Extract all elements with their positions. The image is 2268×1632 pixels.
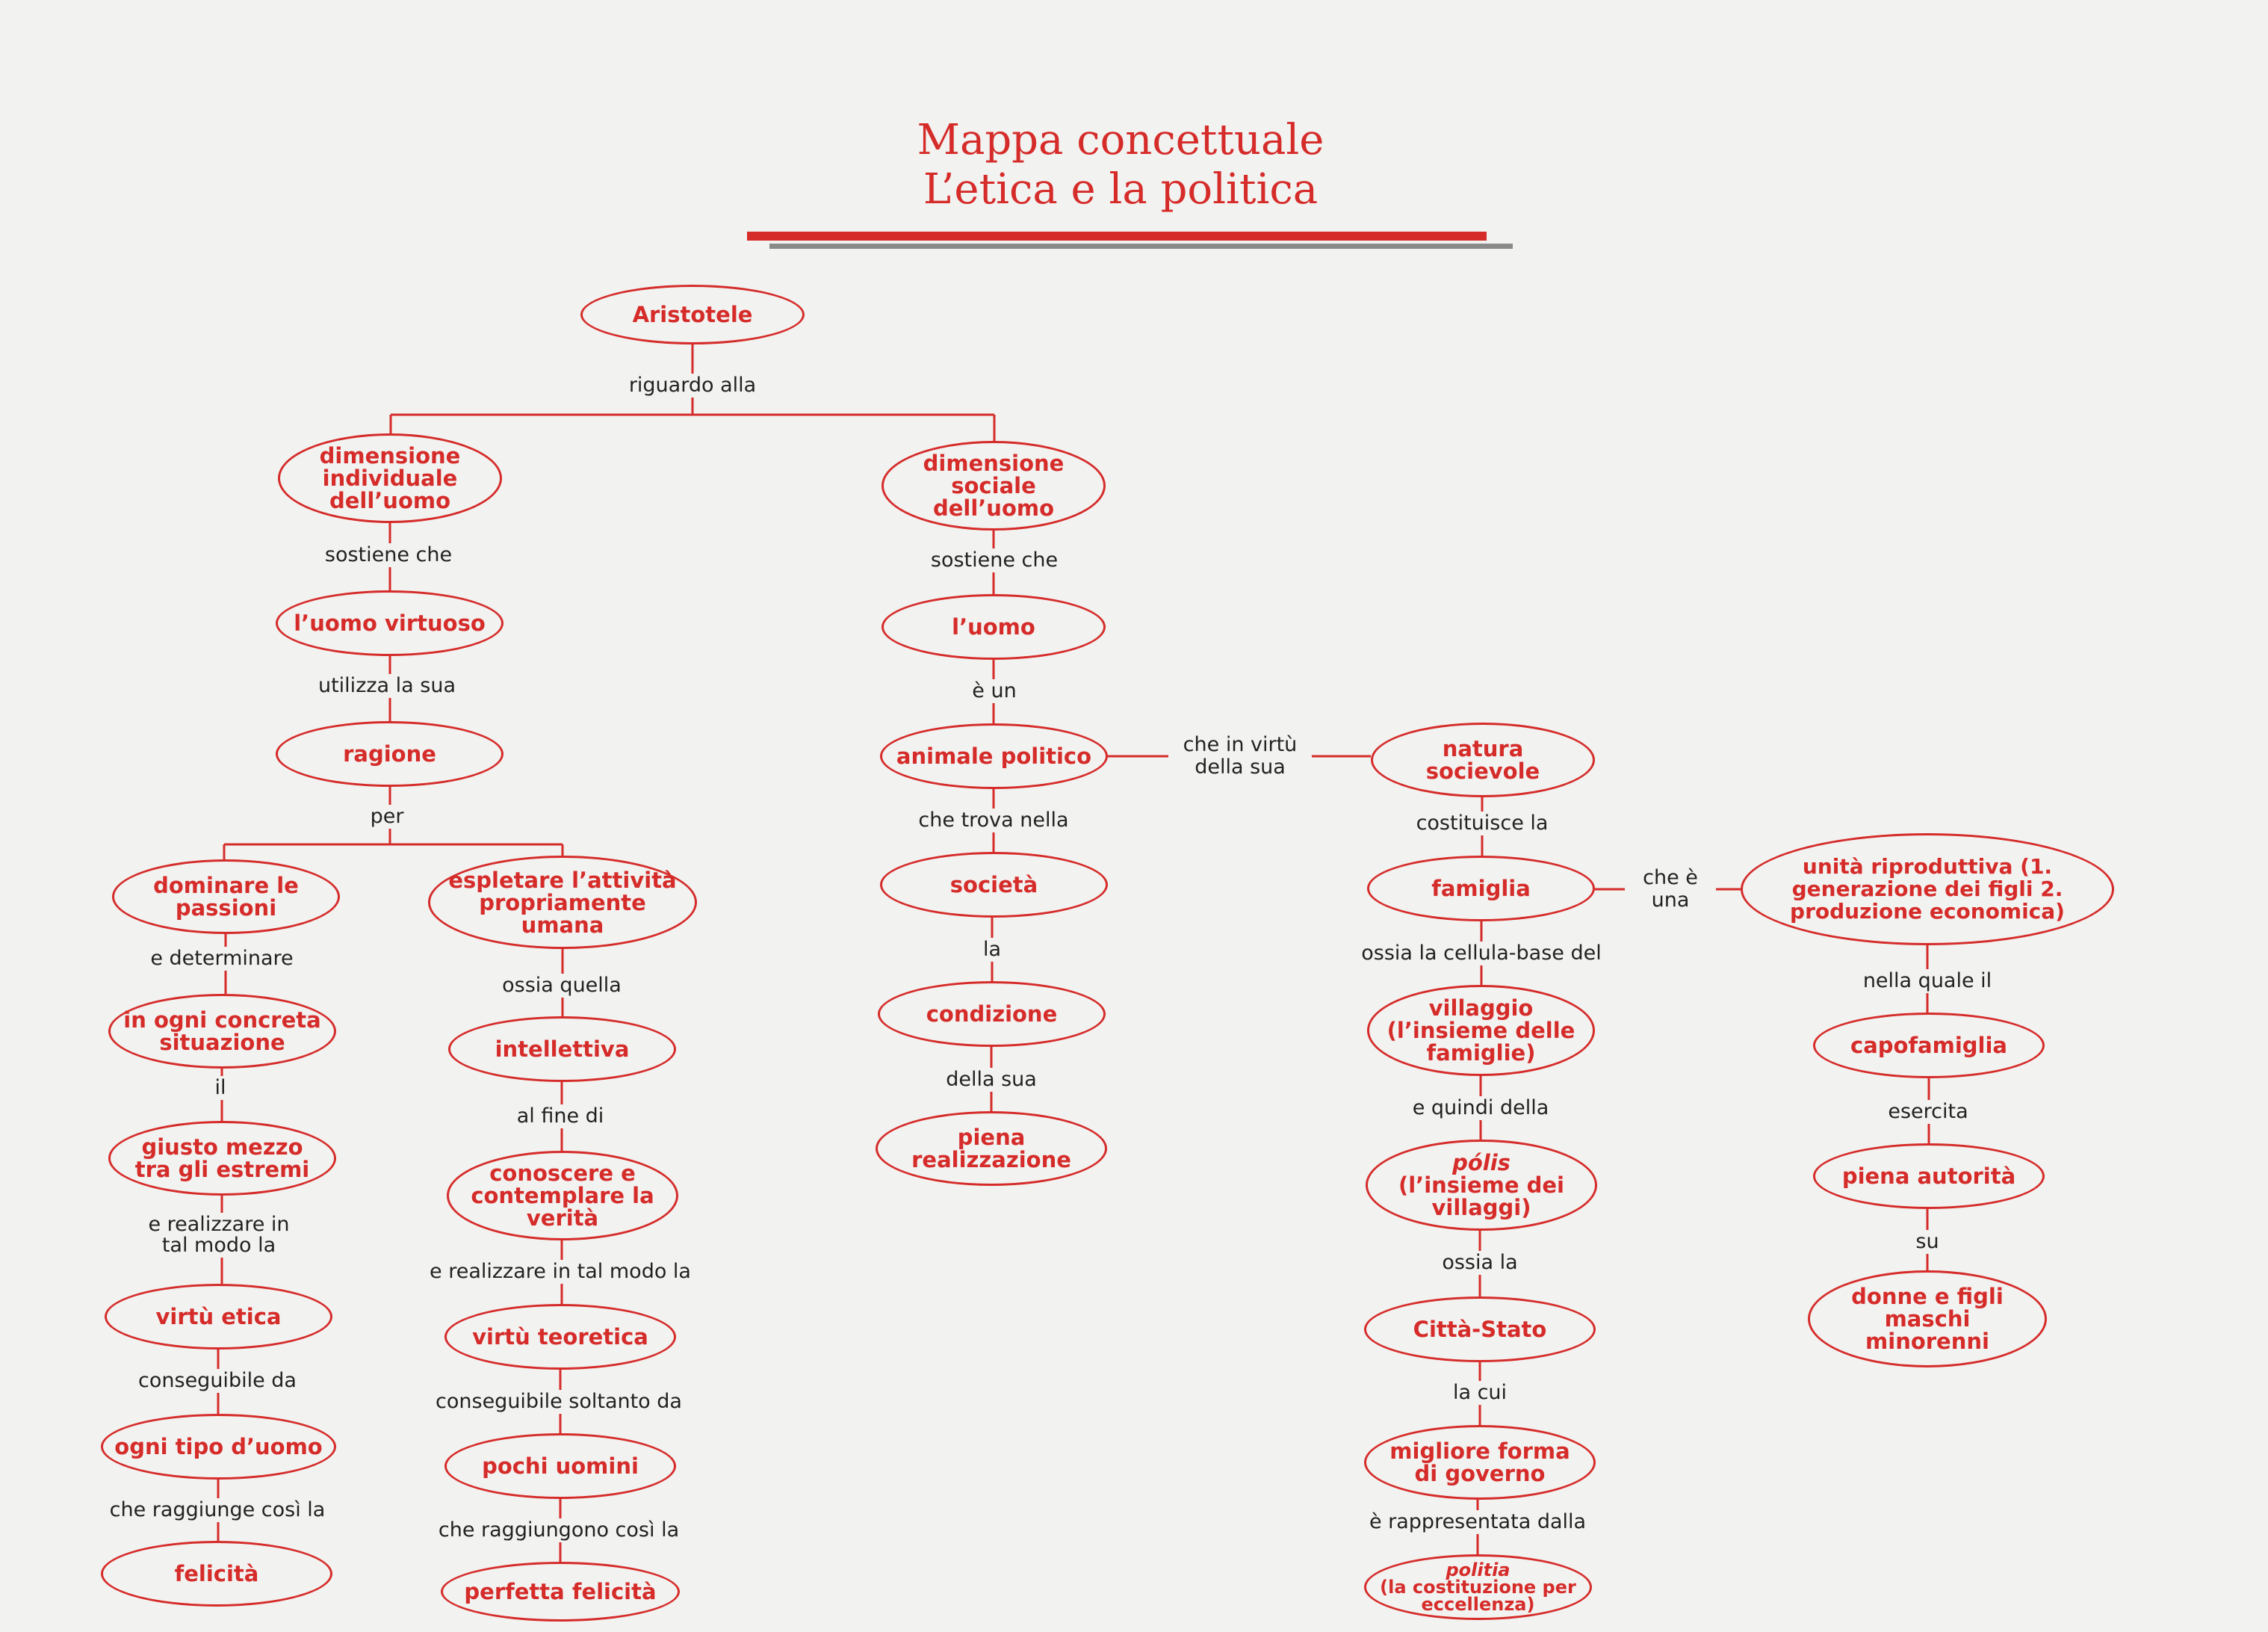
- node-concreta-situazione: in ogni concreta situazione: [108, 994, 336, 1069]
- node-politia: [1364, 1554, 1592, 1620]
- link-ossia-quella: ossia quella: [498, 974, 626, 998]
- link-e-determinare: e determinare: [146, 947, 297, 971]
- link-il: il: [210, 1076, 230, 1100]
- node-villaggio: villaggio (l’insieme delle famiglie): [1367, 985, 1595, 1076]
- node-virtu-etica: virtù etica: [105, 1284, 332, 1350]
- link-riguardo-alla: riguardo alla: [625, 374, 760, 398]
- node-condizione: condizione: [878, 981, 1106, 1047]
- politia-term: politia: [1446, 1559, 1511, 1580]
- polis-definition: (l’insieme dei villaggi): [1398, 1172, 1565, 1220]
- title-line-2: L’etica e la politica: [923, 165, 1319, 214]
- link-e-quindi-della: e quindi della: [1408, 1096, 1554, 1120]
- link-che-raggiungono: che raggiungono così la: [434, 1518, 684, 1542]
- polis-term: pólis: [1452, 1150, 1511, 1175]
- link-nella-quale-il: nella quale il: [1859, 969, 1996, 993]
- node-piena-autorita: piena autorità: [1813, 1143, 2045, 1209]
- link-che-e-una: che è una: [1625, 865, 1716, 913]
- node-conoscere-verita: conoscere e contemplare la verità: [447, 1151, 678, 1240]
- politia-definition: (la costituzione per eccellenza): [1380, 1576, 1576, 1615]
- node-uomo-virtuoso: l’uomo virtuoso: [276, 590, 504, 656]
- node-felicita: felicità: [101, 1541, 332, 1607]
- link-della-sua: della sua: [941, 1068, 1041, 1092]
- link-per: per: [366, 805, 409, 829]
- link-sostiene-che-individuale: sostiene che: [320, 543, 456, 567]
- link-conseguibile-da: conseguibile da: [134, 1369, 301, 1393]
- link-che-trova-nella: che trova nella: [914, 809, 1073, 832]
- node-uomo: l’uomo: [882, 594, 1106, 660]
- node-migliore-forma-governo: migliore forma di governo: [1364, 1425, 1596, 1500]
- node-unita-riproduttiva: unità riproduttiva (1. generazione dei figli 2. produzione economica): [1741, 833, 2114, 945]
- link-ossia-cellula-base: ossia la cellula-base del: [1357, 942, 1605, 965]
- node-giusto-mezzo: giusto mezzo tra gli estremi: [108, 1121, 336, 1196]
- node-natura-socievole: natura socievole: [1371, 723, 1595, 797]
- node-intellettiva: intellettiva: [448, 1016, 676, 1082]
- node-animale-politico: animale politico: [880, 723, 1108, 789]
- node-donne-figli: donne e figli maschi minorenni: [1808, 1270, 2047, 1367]
- node-citta-stato: Città-Stato: [1364, 1296, 1596, 1362]
- node-dominare-passioni: dominare le passioni: [112, 859, 340, 934]
- node-piena-realizzazione: piena realizzazione: [876, 1111, 1107, 1186]
- link-esercita: esercita: [1883, 1100, 1972, 1124]
- link-la: la: [979, 938, 1006, 962]
- node-ragione: ragione: [276, 721, 504, 787]
- map-title: [762, 116, 1479, 214]
- node-perfetta-felicita: perfetta felicità: [441, 1562, 680, 1622]
- link-e-un: è un: [967, 679, 1020, 703]
- link-ossia-la: ossia la: [1437, 1251, 1522, 1275]
- node-aristotele: Aristotele: [580, 285, 805, 344]
- link-e-realizzare-teoretica: e realizzare in tal modo la: [425, 1260, 695, 1284]
- link-rappresentata-dalla: è rappresentata dalla: [1365, 1510, 1590, 1534]
- title-line-1: Mappa concettuale: [917, 116, 1324, 164]
- link-la-cui: la cui: [1449, 1381, 1511, 1405]
- title-underline: [747, 232, 1487, 241]
- link-e-realizzare-etica: e realizzare in tal modo la: [136, 1213, 302, 1258]
- node-ogni-tipo-uomo: ogni tipo d’uomo: [101, 1414, 336, 1480]
- node-dimensione-individuale: dimensione individuale dell’uomo: [278, 433, 502, 523]
- node-virtu-teoretica: virtù teoretica: [444, 1304, 676, 1370]
- node-dimensione-sociale: dimensione sociale dell’uomo: [882, 441, 1106, 531]
- link-che-in-virtu: che in virtù della sua: [1168, 732, 1312, 780]
- link-al-fine-di: al fine di: [512, 1104, 609, 1128]
- link-conseguibile-soltanto: conseguibile soltanto da: [431, 1390, 687, 1414]
- link-che-raggiunge: che raggiunge così la: [105, 1498, 330, 1522]
- link-costituisce-la: costituisce la: [1412, 812, 1553, 835]
- node-societa: società: [880, 852, 1108, 918]
- link-sostiene-che-sociale: sostiene che: [926, 548, 1062, 572]
- node-pochi-uomini: pochi uomini: [444, 1433, 676, 1499]
- link-utilizza-la-sua: utilizza la sua: [314, 674, 460, 698]
- title-underline-shadow: [769, 244, 1513, 249]
- link-su: su: [1911, 1230, 1943, 1254]
- node-famiglia: famiglia: [1367, 856, 1595, 921]
- node-polis: [1366, 1140, 1597, 1231]
- node-espletare-attivita: espletare l’attività propriamente umana: [428, 856, 697, 949]
- node-capofamiglia: capofamiglia: [1813, 1013, 2045, 1078]
